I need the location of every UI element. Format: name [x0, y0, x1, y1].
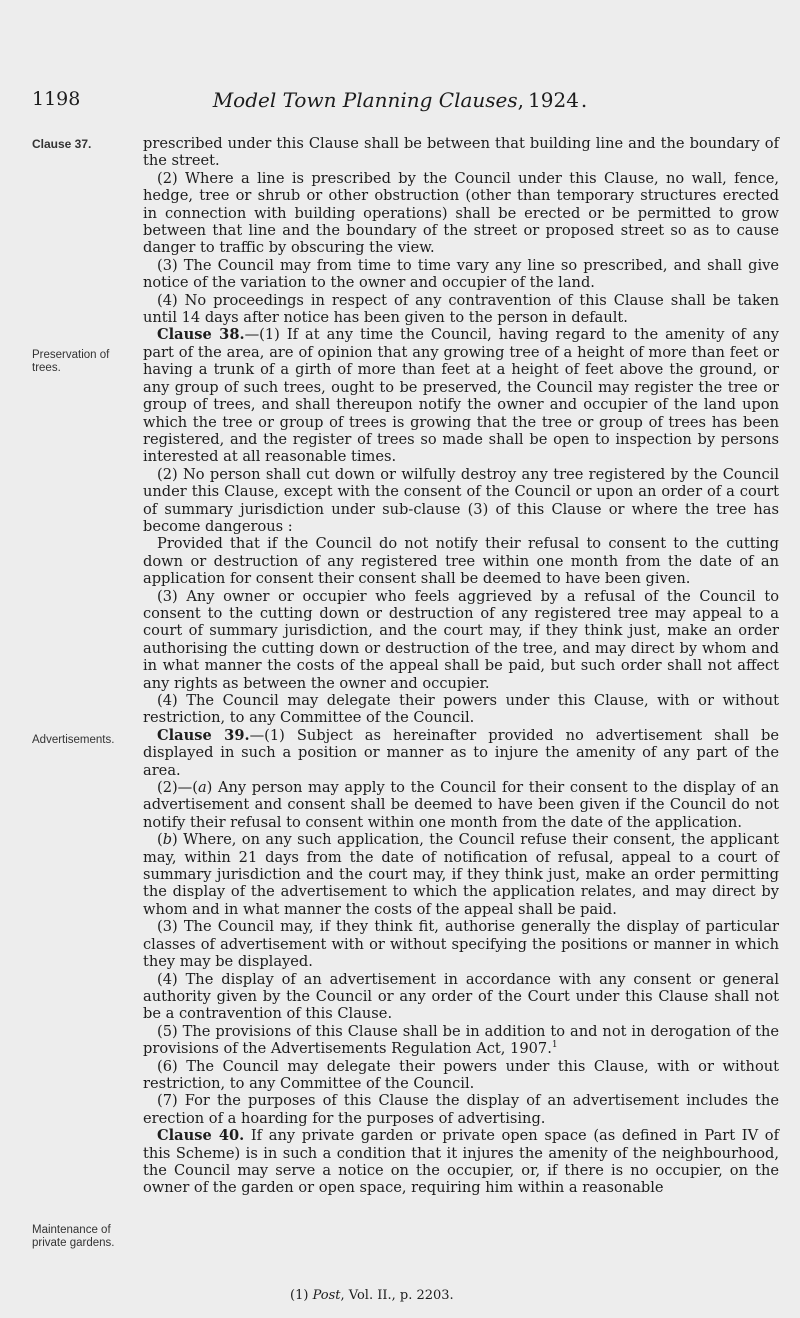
footnote-source: Post — [312, 1288, 341, 1303]
title-comma: , — [517, 88, 525, 112]
title-period: . — [580, 88, 588, 112]
clause-39-text: —(1) Subject as hereinafter provided no advertisement shall be displayed in such a position or manner as to injure the amenity of any part of the area. — [143, 726, 779, 779]
page-number: 1198 — [32, 88, 81, 110]
footnote — [290, 1288, 454, 1303]
sub-text: ) Any person may apply to the Council for their consent to the display of an advertisement and consent shall be deemed to have been given if the Council do not notify their refusal to consent within one month from the date of the application. — [143, 779, 779, 831]
clause-38-paragraph — [143, 326, 779, 465]
paragraph: (4) The Council may delegate their powers under this Clause, with or without restriction, to any Committee of the Council. — [143, 692, 779, 727]
sub-letter: a — [197, 779, 207, 797]
paragraph: (2) Where a line is prescribed by the Council under this Clause, no wall, fence, hedge, tree or shrub or other obstruction (other than temporary structures erected in connection with building operations) shall be erected or be permitted to grow between that line and the boundary of the street or proposed street so as to cause danger to traffic by obscuring the view. — [143, 169, 779, 257]
sub-letter: b — [162, 831, 173, 849]
paragraph: prescribed under this Clause shall be between that building line and the boundary of the street. — [143, 135, 779, 170]
paragraph: (7) For the purposes of this Clause the display of an advertisement includes the erection of a hoarding for the purposes of advertising. — [143, 1092, 779, 1127]
margin-preservation-of-trees: Preservation of trees. — [32, 349, 110, 374]
clause-38-heading: Clause 38. — [157, 326, 245, 344]
paragraph-text: (5) The provisions of this Clause shall be in addition to and not in derogation of the provisions of the Advertisements Regulation Act, 1907. — [143, 1022, 779, 1058]
paragraph — [143, 831, 779, 918]
margin-advertisements: Advertisements. — [32, 734, 115, 746]
paragraph: (3) The Council may, if they think fit, authorise generally the display of particular classes of advertisement with or without specifying the positions or manner in which they may be displayed. — [143, 918, 779, 971]
clause-39-paragraph — [143, 727, 779, 779]
paragraph: (4) The display of an advertisement in accordance with any consent or general authority given by the Council or any order of the Court under this Clause shall not be a contravention of this Clause. — [143, 970, 779, 1023]
clause-40-paragraph — [143, 1127, 779, 1197]
footnote-number: (1) — [290, 1288, 309, 1303]
footnote-ref: 1 — [551, 1040, 558, 1051]
clause-40-text: If any private garden or private open space (as defined in Part IV of this Scheme) is in such a condition that it injures the amenity of the neighbourhood, the Council may serve a notice on the occupier, or, if there is no occupier, on the owner of the garden or open space, requiring him within a reasonable — [143, 1127, 779, 1197]
sub-text: ) Where, on any such application, the Council refuse their consent, the applicant may, within 21 days from the date of notification of refusal, appeal to a court of summary jurisdiction and the court may, if they think just, make an order permitting the display of the advertisement to which the application relates, and may direct by whom and in what manner the costs of the appeal shall be paid. — [143, 831, 779, 918]
paragraph — [143, 1023, 779, 1058]
paragraph: Provided that if the Council do not notify their refusal to consent to the cutting down or destruction of any registered tree within one month from the date of an application for consent their consent shall be deemed to have been given. — [143, 535, 779, 588]
paragraph: (4) No proceedings in respect of any contravention of this Clause shall be taken until 14 days after notice has been given to the person in default. — [143, 291, 779, 327]
clause-39-heading: Clause 39. — [157, 726, 250, 744]
footnote-rest: , Vol. II., p. 2203. — [340, 1288, 454, 1303]
paragraph: (3) Any owner or occupier who feels aggrieved by a refusal of the Council to consent to the cutting down or destruction of any registered tree may appeal to a court of summary jurisdiction, and the court may, if they think just, make an order authorising the cutting down or destruction of the tree, and may direct by whom and in what manner the costs of the appeal shall be paid, but such order shall not affect any rights as between the owner and occupier. — [143, 587, 779, 692]
paragraph: (3) The Council may from time to time vary any line so prescribed, and shall give notice of the variation to the owner and occupier of the land. — [143, 256, 779, 292]
sub-prefix: ( — [157, 831, 163, 849]
title-text: Model Town Planning Clauses — [212, 88, 518, 112]
title-year: 1924 — [528, 88, 579, 112]
sub-prefix: (2)—( — [157, 779, 198, 797]
body-text — [143, 135, 779, 1197]
clause-40-heading: Clause 40. — [157, 1127, 245, 1145]
margin-maintenance-private-gardens: Maintenance of private gardens. — [32, 1224, 115, 1249]
clause-38-text: —(1) If at any time the Council, having regard to the amenity of any part of the area, are of opinion that any growing tree of a height of more than feet or having a trunk of a girth of more than feet at a height of feet above the ground, or any group of such trees, ought to be preserved, the Council may register the tree or group of trees, and shall thereupon notify the owner and occupier of the land upon which the tree or group of trees is growing that the tree or group of trees has been registered, and the register of trees so made shall be open to inspection by persons interested at all reasonable times. — [143, 326, 779, 466]
margin-clause-37: Clause 37. — [32, 137, 92, 151]
paragraph: (6) The Council may delegate their powers under this Clause, with or without restriction, to any Committee of the Council. — [143, 1057, 779, 1092]
running-title — [32, 88, 768, 112]
page-header — [32, 88, 768, 118]
paragraph: (2) No person shall cut down or wilfully destroy any tree registered by the Council under this Clause, except with the consent of the Council or upon an order of a court of summary jurisdiction under sub-clause (3) of this Clause or where the tree has become dangerous : — [143, 465, 779, 535]
paragraph — [143, 779, 779, 831]
